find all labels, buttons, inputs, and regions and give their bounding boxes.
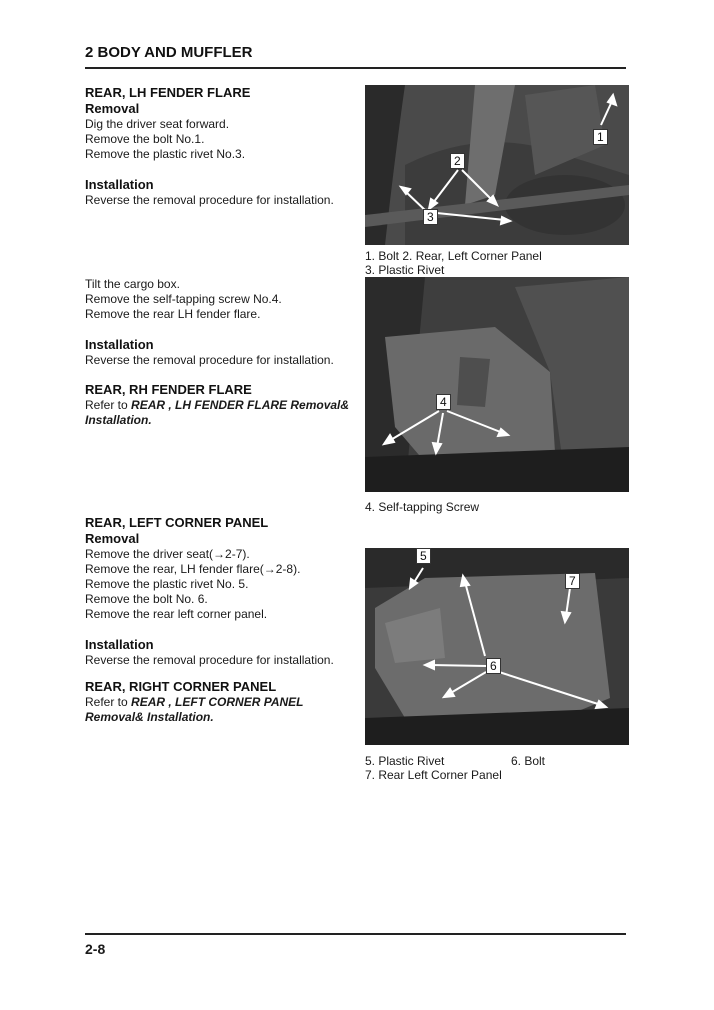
step: Remove the rear left corner panel. — [85, 607, 268, 621]
figure-3-photo — [365, 548, 629, 745]
figure-2-illustration — [365, 277, 629, 492]
page-number: 2-8 — [85, 941, 106, 957]
header-rule — [85, 67, 626, 69]
removal-heading: Removal — [85, 531, 140, 546]
figure-3-caption-6: 6. Bolt — [511, 754, 546, 768]
section-right-corner-panel — [85, 679, 360, 725]
step: Remove the bolt No. 6. — [85, 592, 208, 606]
footer-rule — [85, 933, 626, 935]
chapter-title: 2 BODY AND MUFFLER — [85, 44, 253, 61]
figure-2-photo — [365, 277, 629, 492]
installation-heading: Installation — [85, 637, 154, 652]
section-title: REAR, LH FENDER FLARE — [85, 85, 251, 100]
figure-3-illustration — [365, 548, 629, 745]
reference-text-line2 — [85, 710, 360, 725]
reference-text — [85, 398, 360, 413]
section-title: REAR, LEFT CORNER PANEL — [85, 515, 269, 530]
installation-text: Reverse the removal procedure for installation. — [85, 353, 334, 367]
section-lh-fender-flare-continued — [85, 277, 360, 368]
callout-6: 6 — [486, 658, 501, 674]
reference-text-line2 — [85, 413, 360, 428]
section-left-corner-panel — [85, 515, 360, 668]
callout-5: 5 — [416, 548, 431, 564]
step: Remove the self-tapping screw No.4. — [85, 292, 282, 306]
step: Remove the driver seat(→2-7). — [85, 547, 250, 561]
figure-1-caption: 1. Bolt 2. Rear, Left Corner Panel — [365, 249, 542, 263]
figure-2-caption: 4. Self-tapping Screw — [365, 500, 480, 514]
reference-prefix: Refer to — [85, 398, 132, 412]
removal-heading: Removal — [85, 101, 140, 116]
callout-2: 2 — [450, 153, 465, 169]
section-lh-fender-flare — [85, 85, 360, 208]
reference-link: REAR , LH FENDER FLARE Removal& — [131, 398, 350, 412]
installation-text: Reverse the removal procedure for installation. — [85, 193, 334, 207]
step: Remove the rear, LH fender flare(→2-8). — [85, 562, 301, 576]
figure-1-illustration — [365, 85, 629, 245]
figure-3-caption-7: 7. Rear Left Corner Panel — [365, 768, 502, 782]
installation-heading: Installation — [85, 337, 154, 352]
step: Remove the plastic rivet No. 5. — [85, 577, 249, 591]
callout-4: 4 — [436, 394, 451, 410]
installation-heading: Installation — [85, 177, 154, 192]
section-title: REAR, RH FENDER FLARE — [85, 382, 252, 397]
figure-1-caption-line2: 3. Plastic Rivet — [365, 263, 445, 277]
reference-link: Installation. — [85, 413, 152, 427]
step: Remove the plastic rivet No.3. — [85, 147, 246, 161]
figure-3-caption-5: 5. Plastic Rivet — [365, 754, 445, 768]
step: Tilt the cargo box. — [85, 277, 180, 291]
callout-1: 1 — [593, 129, 608, 145]
section-title: REAR, RIGHT CORNER PANEL — [85, 679, 277, 694]
callout-7: 7 — [565, 573, 580, 589]
reference-text — [85, 695, 360, 710]
callout-3: 3 — [423, 209, 438, 225]
step: Dig the driver seat forward. — [85, 117, 230, 131]
step: Remove the rear LH fender flare. — [85, 307, 261, 321]
installation-text: Reverse the removal procedure for installation. — [85, 653, 334, 667]
reference-prefix: Refer to — [85, 695, 132, 709]
section-rh-fender-flare — [85, 382, 360, 428]
figure-1-photo — [365, 85, 629, 245]
reference-link: REAR , LEFT CORNER PANEL — [131, 695, 304, 709]
step: Remove the bolt No.1. — [85, 132, 205, 146]
reference-link: Removal& Installation. — [85, 710, 214, 724]
